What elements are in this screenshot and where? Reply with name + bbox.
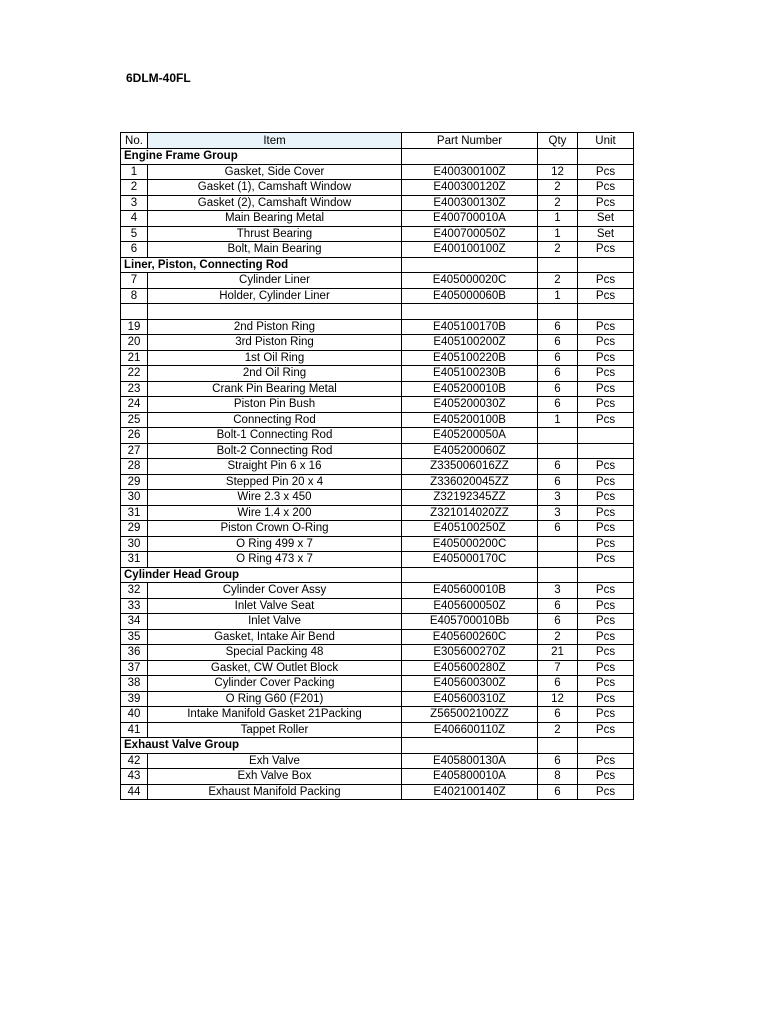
cell-part-number: E405200100B — [402, 412, 538, 428]
cell-unit: Pcs — [578, 645, 634, 661]
empty-cell — [538, 738, 578, 754]
cell-qty: 6 — [538, 753, 578, 769]
cell-part-number: E400700050Z — [402, 226, 538, 242]
table-row — [121, 645, 634, 661]
cell-no: 4 — [121, 211, 148, 227]
cell-part-number: E405700010Bb — [402, 614, 538, 630]
cell-part-number: E405800010A — [402, 769, 538, 785]
cell-unit: Pcs — [578, 769, 634, 785]
cell-no: 8 — [121, 288, 148, 304]
table-row — [121, 474, 634, 490]
cell-item: Connecting Rod — [148, 412, 402, 428]
group-row — [121, 567, 634, 583]
empty-cell — [538, 257, 578, 273]
group-label: Cylinder Head Group — [121, 567, 402, 583]
cell-unit: Pcs — [578, 412, 634, 428]
empty-cell — [538, 567, 578, 583]
cell-qty: 6 — [538, 366, 578, 382]
cell-no: 31 — [121, 552, 148, 568]
cell-no: 38 — [121, 676, 148, 692]
cell-qty: 7 — [538, 660, 578, 676]
cell-part-number: E405600300Z — [402, 676, 538, 692]
cell-qty: 6 — [538, 350, 578, 366]
cell-no: 7 — [121, 273, 148, 289]
table-row — [121, 490, 634, 506]
parts-table — [120, 132, 634, 800]
table-row — [121, 583, 634, 599]
cell-part-number: E405600260C — [402, 629, 538, 645]
table-body — [121, 149, 634, 800]
document-title: 6DLM-40FL — [126, 71, 191, 85]
cell-unit — [578, 443, 634, 459]
cell-item: Cylinder Cover Packing — [148, 676, 402, 692]
cell-unit — [578, 428, 634, 444]
cell-item: 2nd Piston Ring — [148, 319, 402, 335]
cell-no: 34 — [121, 614, 148, 630]
cell-no: 37 — [121, 660, 148, 676]
empty-cell — [402, 738, 538, 754]
cell-part-number: E405100220B — [402, 350, 538, 366]
cell-unit: Pcs — [578, 505, 634, 521]
cell-qty: 12 — [538, 691, 578, 707]
table-row — [121, 180, 634, 196]
cell-item: Gasket, Intake Air Bend — [148, 629, 402, 645]
cell-item: Wire 2.3 x 450 — [148, 490, 402, 506]
cell-qty: 6 — [538, 521, 578, 537]
cell-item: Bolt, Main Bearing — [148, 242, 402, 258]
table-row — [121, 769, 634, 785]
cell-unit: Pcs — [578, 521, 634, 537]
cell-item: O Ring 499 x 7 — [148, 536, 402, 552]
cell-no: 22 — [121, 366, 148, 382]
cell-item: Wire 1.4 x 200 — [148, 505, 402, 521]
cell-part-number: E405200060Z — [402, 443, 538, 459]
cell-qty: 6 — [538, 707, 578, 723]
table-row — [121, 505, 634, 521]
cell-no: 29 — [121, 521, 148, 537]
cell-item: Exh Valve — [148, 753, 402, 769]
table-row — [121, 552, 634, 568]
table-row — [121, 428, 634, 444]
table-row — [121, 443, 634, 459]
cell-unit: Pcs — [578, 552, 634, 568]
cell-no: 2 — [121, 180, 148, 196]
cell-item: Exh Valve Box — [148, 769, 402, 785]
cell-unit: Pcs — [578, 474, 634, 490]
group-label: Exhaust Valve Group — [121, 738, 402, 754]
cell-no: 41 — [121, 722, 148, 738]
cell-unit: Pcs — [578, 335, 634, 351]
cell-item: Piston Crown O-Ring — [148, 521, 402, 537]
table-row — [121, 288, 634, 304]
cell-no: 25 — [121, 412, 148, 428]
cell-no: 5 — [121, 226, 148, 242]
cell-no: 21 — [121, 350, 148, 366]
header-unit: Unit — [578, 133, 634, 149]
cell-part-number: E405100200Z — [402, 335, 538, 351]
header-no: No. — [121, 133, 148, 149]
cell-qty: 1 — [538, 211, 578, 227]
table-row — [121, 381, 634, 397]
cell-no: 24 — [121, 397, 148, 413]
cell-part-number: E400100100Z — [402, 242, 538, 258]
cell-part-number: E405000200C — [402, 536, 538, 552]
cell-qty: 8 — [538, 769, 578, 785]
group-row — [121, 738, 634, 754]
cell-qty: 2 — [538, 722, 578, 738]
cell-no: 39 — [121, 691, 148, 707]
cell-qty: 6 — [538, 335, 578, 351]
cell-no: 30 — [121, 490, 148, 506]
cell-part-number: E400300100Z — [402, 164, 538, 180]
cell-qty: 1 — [538, 288, 578, 304]
cell-unit: Pcs — [578, 536, 634, 552]
cell-unit: Pcs — [578, 753, 634, 769]
cell-item: 3rd Piston Ring — [148, 335, 402, 351]
empty-cell — [578, 257, 634, 273]
table-row — [121, 397, 634, 413]
table-row — [121, 676, 634, 692]
empty-cell — [578, 738, 634, 754]
cell-no: 44 — [121, 784, 148, 800]
cell-qty: 6 — [538, 397, 578, 413]
cell-item: Inlet Valve Seat — [148, 598, 402, 614]
cell-qty: 3 — [538, 583, 578, 599]
cell-no: 29 — [121, 474, 148, 490]
group-label: Engine Frame Group — [121, 149, 402, 165]
cell-item: Inlet Valve — [148, 614, 402, 630]
cell-no: 33 — [121, 598, 148, 614]
table-row — [121, 598, 634, 614]
cell-part-number: E400300130Z — [402, 195, 538, 211]
empty-cell — [538, 149, 578, 165]
table-row — [121, 273, 634, 289]
cell-no: 43 — [121, 769, 148, 785]
cell-unit: Pcs — [578, 784, 634, 800]
cell-item: Straight Pin 6 x 16 — [148, 459, 402, 475]
cell-part-number: E405100230B — [402, 366, 538, 382]
cell-item: Main Bearing Metal — [148, 211, 402, 227]
header-item: Item — [148, 133, 402, 149]
cell-no: 20 — [121, 335, 148, 351]
cell-item: Cylinder Cover Assy — [148, 583, 402, 599]
table-row — [121, 211, 634, 227]
table-row — [121, 242, 634, 258]
cell-no: 1 — [121, 164, 148, 180]
cell-qty: 6 — [538, 459, 578, 475]
table-row — [121, 195, 634, 211]
cell-unit: Pcs — [578, 195, 634, 211]
cell-no: 6 — [121, 242, 148, 258]
cell-unit: Pcs — [578, 397, 634, 413]
cell-qty: 21 — [538, 645, 578, 661]
cell-item: Exhaust Manifold Packing — [148, 784, 402, 800]
cell-unit: Pcs — [578, 660, 634, 676]
cell-part-number: E405000170C — [402, 552, 538, 568]
cell-no: 36 — [121, 645, 148, 661]
cell-part-number: E402100140Z — [402, 784, 538, 800]
cell-qty: 6 — [538, 474, 578, 490]
cell-part-number: E305600270Z — [402, 645, 538, 661]
cell-qty: 6 — [538, 319, 578, 335]
cell-unit: Pcs — [578, 319, 634, 335]
cell-qty: 3 — [538, 490, 578, 506]
cell-unit: Pcs — [578, 350, 634, 366]
table-row — [121, 536, 634, 552]
cell-no: 42 — [121, 753, 148, 769]
empty-cell — [578, 567, 634, 583]
cell-part-number: E405100250Z — [402, 521, 538, 537]
cell-part-number: E400700010A — [402, 211, 538, 227]
table-row — [121, 412, 634, 428]
empty-cell — [578, 149, 634, 165]
cell-item: Stepped Pin 20 x 4 — [148, 474, 402, 490]
header-qty: Qty — [538, 133, 578, 149]
cell-qty — [538, 428, 578, 444]
cell-no: 32 — [121, 583, 148, 599]
cell-qty: 6 — [538, 614, 578, 630]
cell-unit: Pcs — [578, 242, 634, 258]
cell-part-number: Z32192345ZZ — [402, 490, 538, 506]
cell-unit: Pcs — [578, 676, 634, 692]
cell-item: Gasket (1), Camshaft Window — [148, 180, 402, 196]
table-row — [121, 784, 634, 800]
cell-no: 27 — [121, 443, 148, 459]
cell-item: Tappet Roller — [148, 722, 402, 738]
cell-qty: 2 — [538, 180, 578, 196]
cell-part-number: E405200030Z — [402, 397, 538, 413]
cell-item: Bolt-1 Connecting Rod — [148, 428, 402, 444]
cell-qty: 6 — [538, 598, 578, 614]
empty-cell — [402, 567, 538, 583]
cell-item: Holder, Cylinder Liner — [148, 288, 402, 304]
cell-item: O Ring G60 (F201) — [148, 691, 402, 707]
cell-item: Thrust Bearing — [148, 226, 402, 242]
cell-item: Crank Pin Bearing Metal — [148, 381, 402, 397]
table-row — [121, 350, 634, 366]
cell-item: Gasket, CW Outlet Block — [148, 660, 402, 676]
empty-cell — [538, 304, 578, 320]
empty-cell — [148, 304, 402, 320]
table-row — [121, 335, 634, 351]
cell-part-number: Z335006016ZZ — [402, 459, 538, 475]
cell-no: 28 — [121, 459, 148, 475]
cell-qty: 2 — [538, 195, 578, 211]
cell-no: 3 — [121, 195, 148, 211]
cell-item: Intake Manifold Gasket 21Packing — [148, 707, 402, 723]
cell-unit: Pcs — [578, 707, 634, 723]
cell-no: 19 — [121, 319, 148, 335]
cell-part-number: E405600050Z — [402, 598, 538, 614]
cell-unit: Pcs — [578, 691, 634, 707]
table-row — [121, 707, 634, 723]
cell-qty: 6 — [538, 676, 578, 692]
cell-part-number: E405600310Z — [402, 691, 538, 707]
cell-no: 26 — [121, 428, 148, 444]
cell-unit: Pcs — [578, 381, 634, 397]
cell-part-number: E405000060B — [402, 288, 538, 304]
cell-part-number: E405600010B — [402, 583, 538, 599]
cell-no: 23 — [121, 381, 148, 397]
cell-unit: Pcs — [578, 598, 634, 614]
cell-unit: Pcs — [578, 288, 634, 304]
cell-qty: 2 — [538, 273, 578, 289]
group-label: Liner, Piston, Connecting Rod — [121, 257, 402, 273]
table-row — [121, 691, 634, 707]
cell-qty: 6 — [538, 784, 578, 800]
table-row — [121, 614, 634, 630]
group-row — [121, 257, 634, 273]
cell-part-number: E406600110Z — [402, 722, 538, 738]
cell-unit: Pcs — [578, 722, 634, 738]
table-row — [121, 722, 634, 738]
table-row — [121, 629, 634, 645]
cell-qty — [538, 536, 578, 552]
table-row — [121, 164, 634, 180]
empty-cell — [402, 149, 538, 165]
cell-part-number: E405000020C — [402, 273, 538, 289]
cell-item: Bolt-2 Connecting Rod — [148, 443, 402, 459]
cell-item: Special Packing 48 — [148, 645, 402, 661]
table-row — [121, 226, 634, 242]
cell-part-number: E400300120Z — [402, 180, 538, 196]
cell-item: O Ring 473 x 7 — [148, 552, 402, 568]
table-row — [121, 459, 634, 475]
cell-part-number: Z321014020ZZ — [402, 505, 538, 521]
cell-no: 31 — [121, 505, 148, 521]
cell-unit: Pcs — [578, 583, 634, 599]
cell-item: 2nd Oil Ring — [148, 366, 402, 382]
cell-unit: Pcs — [578, 629, 634, 645]
table-row — [121, 753, 634, 769]
cell-part-number: E405100170B — [402, 319, 538, 335]
cell-unit: Pcs — [578, 273, 634, 289]
cell-item: Gasket, Side Cover — [148, 164, 402, 180]
cell-qty: 2 — [538, 242, 578, 258]
header-part-number: Part Number — [402, 133, 538, 149]
group-row — [121, 149, 634, 165]
cell-no: 40 — [121, 707, 148, 723]
empty-cell — [121, 304, 148, 320]
cell-no: 35 — [121, 629, 148, 645]
cell-qty — [538, 443, 578, 459]
cell-unit: Set — [578, 211, 634, 227]
table-header-row — [121, 133, 634, 149]
cell-unit: Pcs — [578, 366, 634, 382]
cell-qty: 1 — [538, 226, 578, 242]
cell-qty: 2 — [538, 629, 578, 645]
cell-part-number: Z565002100ZZ — [402, 707, 538, 723]
cell-unit: Pcs — [578, 459, 634, 475]
cell-item: Piston Pin Bush — [148, 397, 402, 413]
cell-qty — [538, 552, 578, 568]
cell-no: 30 — [121, 536, 148, 552]
cell-qty: 1 — [538, 412, 578, 428]
empty-cell — [402, 257, 538, 273]
cell-unit: Pcs — [578, 180, 634, 196]
cell-qty: 6 — [538, 381, 578, 397]
cell-part-number: Z336020045ZZ — [402, 474, 538, 490]
table-row — [121, 660, 634, 676]
cell-qty: 12 — [538, 164, 578, 180]
cell-item: Gasket (2), Camshaft Window — [148, 195, 402, 211]
empty-cell — [402, 304, 538, 320]
cell-part-number: E405200050A — [402, 428, 538, 444]
empty-cell — [578, 304, 634, 320]
cell-unit: Pcs — [578, 164, 634, 180]
cell-part-number: E405200010B — [402, 381, 538, 397]
cell-unit: Set — [578, 226, 634, 242]
cell-part-number: E405800130A — [402, 753, 538, 769]
cell-item: 1st Oil Ring — [148, 350, 402, 366]
cell-unit: Pcs — [578, 614, 634, 630]
table-row — [121, 366, 634, 382]
cell-unit: Pcs — [578, 490, 634, 506]
cell-part-number: E405600280Z — [402, 660, 538, 676]
table-row — [121, 521, 634, 537]
cell-qty: 3 — [538, 505, 578, 521]
table-row — [121, 319, 634, 335]
cell-item: Cylinder Liner — [148, 273, 402, 289]
blank-gap-row — [121, 304, 634, 320]
